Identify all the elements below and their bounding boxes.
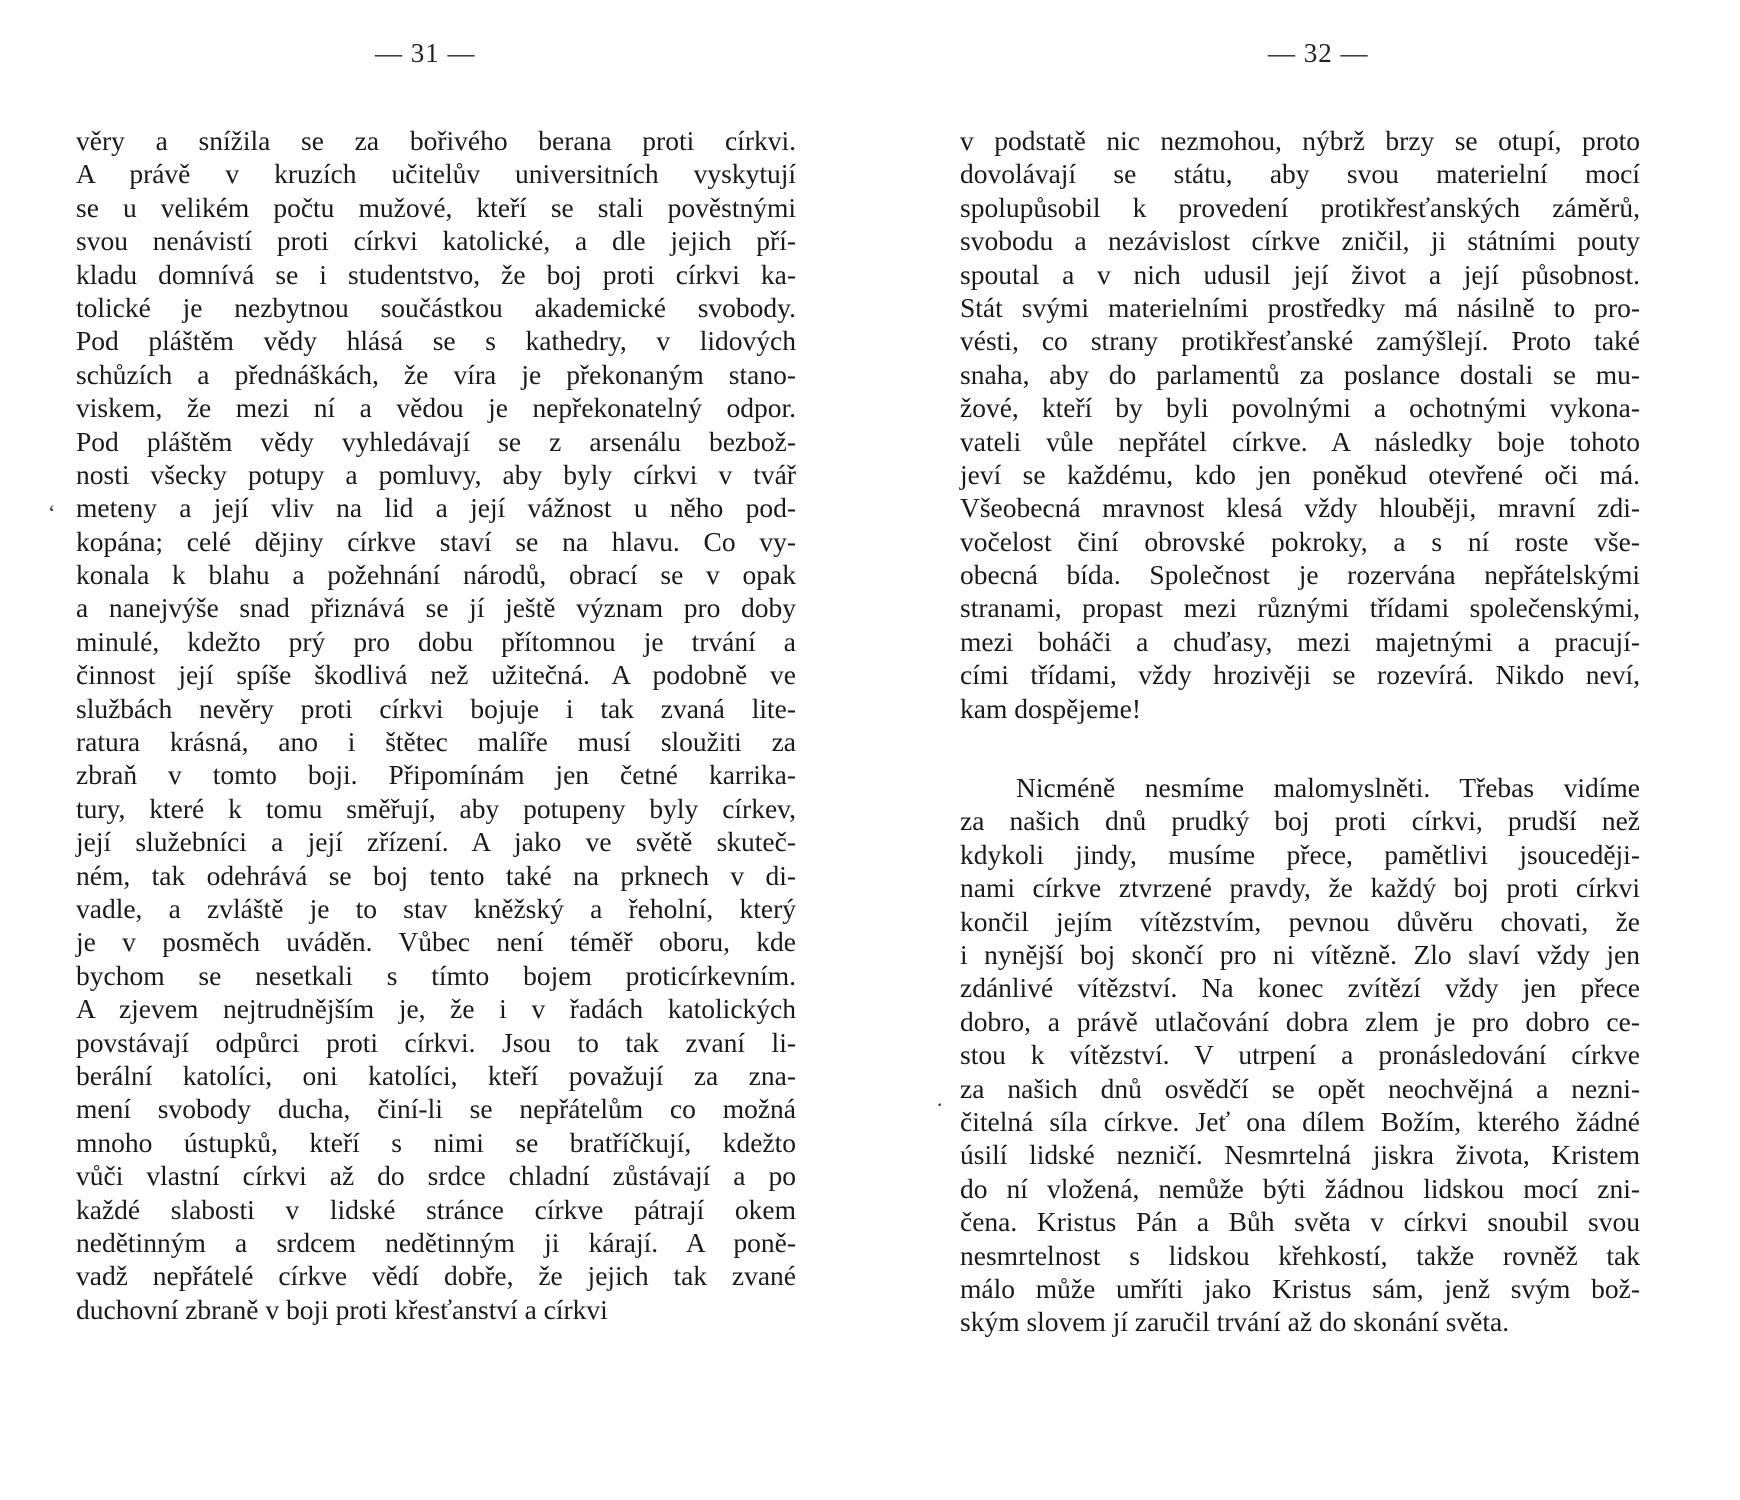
text-line: mezi boháči a chuďasy, mezi majetnými a pracují- (960, 625, 1640, 657)
text-line: bychom se nesetkali s tímto bojem proticírkevním. (76, 959, 796, 991)
text-line: obecná bída. Společnost je rozervána nepřátelskými (960, 559, 1640, 591)
text-line: a nanejvýše snad přiznává se jí ještě význam pro doby (76, 592, 796, 624)
text-line: meteny a její vliv na lid a její vážnost u něho pod- (76, 492, 796, 524)
text-line: za našich dnů prudký boj proti církvi, prudší než (960, 805, 1640, 837)
left-text-block (76, 124, 796, 1326)
text-line: svobodu a nezávislost církve zničil, ji státními pouty (960, 225, 1640, 257)
right-text-block (960, 124, 1640, 1339)
text-line: vočelost činí obrovské pokroky, a s ní roste vše- (960, 525, 1640, 557)
text-line: ném, tak odehrává se boj tento také na prknech v di- (76, 859, 796, 891)
text-line: je v posměch uváděn. Vůbec není téměř oboru, kde (76, 926, 796, 958)
text-line: kopána; celé dějiny církve staví se na hlavu. Co vy- (76, 525, 796, 557)
paragraph-gap (960, 725, 1640, 771)
text-line: věry a snížila se za bořivého berana proti církvi. (76, 125, 796, 156)
text-line: A zjevem nejtrudnějším je, že i v řadách katolických (76, 993, 796, 1025)
text-line: i nynější boj skončí pro ni vítězně. Zlo slaví vždy jen (960, 938, 1640, 970)
text-line: činnost její spíše škodlivá než užitečná. A podobně ve (76, 659, 796, 691)
text-line: kladu domnívá se i studentstvo, že boj proti církvi ka- (76, 258, 796, 290)
text-line: vadle, a zvláště je to stav kněžský a řeholní, který (76, 892, 796, 924)
text-line: každé slabosti v lidské stránce církve pátrají okem (76, 1193, 796, 1225)
right-page (870, 0, 1740, 1500)
text-line: vadž nepřátelé církve vědí dobře, že jejich tak zvané (76, 1260, 796, 1292)
text-line: viskem, že mezi ní a vědou je nepřekonatelný odpor. (76, 392, 796, 424)
text-line: mnoho ústupků, kteří s nimi se bratříčkují, kdežto (76, 1126, 796, 1158)
page-number-left: — 31 — (375, 38, 476, 68)
text-line: nosti všecky potupy a pomluvy, aby byly církvi v tvář (76, 458, 796, 490)
text-line: čena. Kristus Pán a Bůh světa v církvi snoubil svou (960, 1206, 1640, 1238)
text-line: do ní vložená, nemůže býti žádnou lidskou mocí zni- (960, 1172, 1640, 1204)
text-line: schůzích a přednáškách, že víra je překonaným stano- (76, 358, 796, 390)
text-line: jeví se každému, kdo jen poněkud otevřené oči má. (960, 458, 1640, 490)
text-line: končil jejím vítězstvím, pevnou důvěru chovati, že (960, 905, 1640, 937)
text-line: vateli vůle nepřátel církve. A následky boje tohoto (960, 425, 1640, 457)
text-line: A právě v kruzích učitelův universitních vyskytují (76, 158, 796, 190)
paragraph-2 (960, 771, 1640, 1339)
text-line: vůči vlastní církvi až do srdce chladní zůstávají a po (76, 1160, 796, 1192)
text-line: stou k vítězství. V utrpení a pronásledování církve (960, 1039, 1640, 1071)
text-line: Pod pláštěm vědy vyhledávají se z arsenálu bezbož- (76, 425, 796, 457)
text-line: nedětinným a srdcem nedětinným ji kárají. A poně- (76, 1226, 796, 1258)
text-line: úsilí lidské nezničí. Nesmrtelná jiskra života, Kristem (960, 1139, 1640, 1171)
text-line: mení svobody ducha, činí-li se nepřátelům co možná (76, 1093, 796, 1125)
text-line: svou nenávistí proti církvi katolické, a dle jejich pří- (76, 225, 796, 257)
margin-tick-left: ‘ (48, 500, 56, 525)
text-line: čitelná síla církve. Jeť ona dílem Božím, kterého žádné (960, 1105, 1640, 1137)
text-line: Stát svými materielními prostředky má násilně to pro- (960, 291, 1640, 323)
text-line: dobro, a právě utlačování dobra zlem je pro dobro ce- (960, 1005, 1640, 1037)
text-line: v podstatě nic nezmohou, nýbrž brzy se otupí, proto (960, 125, 1640, 156)
text-line: dovolávají se státu, aby svou materielní mocí (960, 158, 1640, 190)
text-line: nami církve ztvrzené pravdy, že každý boj proti církvi (960, 872, 1640, 904)
paragraph-1 (960, 124, 1640, 725)
text-line: žové, kteří by byli povolnými a ochotnými vykona- (960, 392, 1640, 424)
text-line: snaha, aby do parlamentů za poslance dostali se mu- (960, 358, 1640, 390)
page-number-right: — 32 — (1268, 38, 1369, 68)
text-line: službách nevěry proti církvi bojuje i tak zvaná lite- (76, 692, 796, 724)
text-line: stranami, propast mezi různými třídami společenskými, (960, 592, 1640, 624)
text-line: nesmrtelnost s lidskou křehkostí, takže rovněž tak (960, 1239, 1640, 1271)
text-line: minulé, kdežto prý pro dobu přítomnou je trvání a (76, 625, 796, 657)
text-line: se u velikém počtu mužové, kteří se stali pověstnými (76, 191, 796, 223)
text-line: Všeobecná mravnost klesá vždy hlouběji, mravní zdi- (960, 492, 1640, 524)
text-line: duchovní zbraně v boji proti křesťanství a církvi (76, 1293, 608, 1325)
text-line: cími třídami, vždy hrozivěji se rozevírá. Nikdo neví, (960, 659, 1640, 691)
text-line: za našich dnů osvědčí se opět neochvějná a nezni- (960, 1072, 1640, 1104)
margin-dot-right: · (936, 1092, 944, 1117)
text-line: zdánlivé vítězství. Na konec zvítězí vždy jen přece (960, 972, 1640, 1004)
text-line: Pod pláštěm vědy hlásá se s kathedry, v lidových (76, 325, 796, 357)
text-line: tury, které k tomu směřují, aby potupeny byly církev, (76, 792, 796, 824)
text-line: berální katolíci, oni katolíci, kteří považují za zna- (76, 1059, 796, 1091)
text-line: spoutal a v nich udusil její život a její působnost. (960, 258, 1640, 290)
text-line: kam dospějeme! (960, 692, 1141, 724)
text-line: její služebníci a její zřízení. A jako ve světě skuteč- (76, 826, 796, 858)
text-line: zbraň v tomto boji. Připomínám jen četné karrika- (76, 759, 796, 791)
text-line: ratura krásná, ano i štětec malíře musí sloužiti za (76, 726, 796, 758)
text-line: vésti, co strany protikřesťanské zamýšlejí. Proto také (960, 325, 1640, 357)
text-line: kdykoli jindy, musíme přece, pamětlivi jsouceději- (960, 838, 1640, 870)
text-line: spolupůsobil k provedení protikřesťanských záměrů, (960, 191, 1640, 223)
text-line: málo může umříti jako Kristus sám, jenž svým bož- (960, 1272, 1640, 1304)
text-line: Nicméně nesmíme malomyslněti. Třebas vidíme (1016, 772, 1640, 804)
text-line: tolické je nezbytnou součástkou akademické svobody. (76, 291, 796, 323)
text-line: konala k blahu a požehnání národů, obrací se v opak (76, 559, 796, 591)
text-line: povstávají odpůrci proti církvi. Jsou to tak zvaní li- (76, 1026, 796, 1058)
text-line: ským slovem jí zaručil trvání až do skonání světa. (960, 1306, 1510, 1338)
